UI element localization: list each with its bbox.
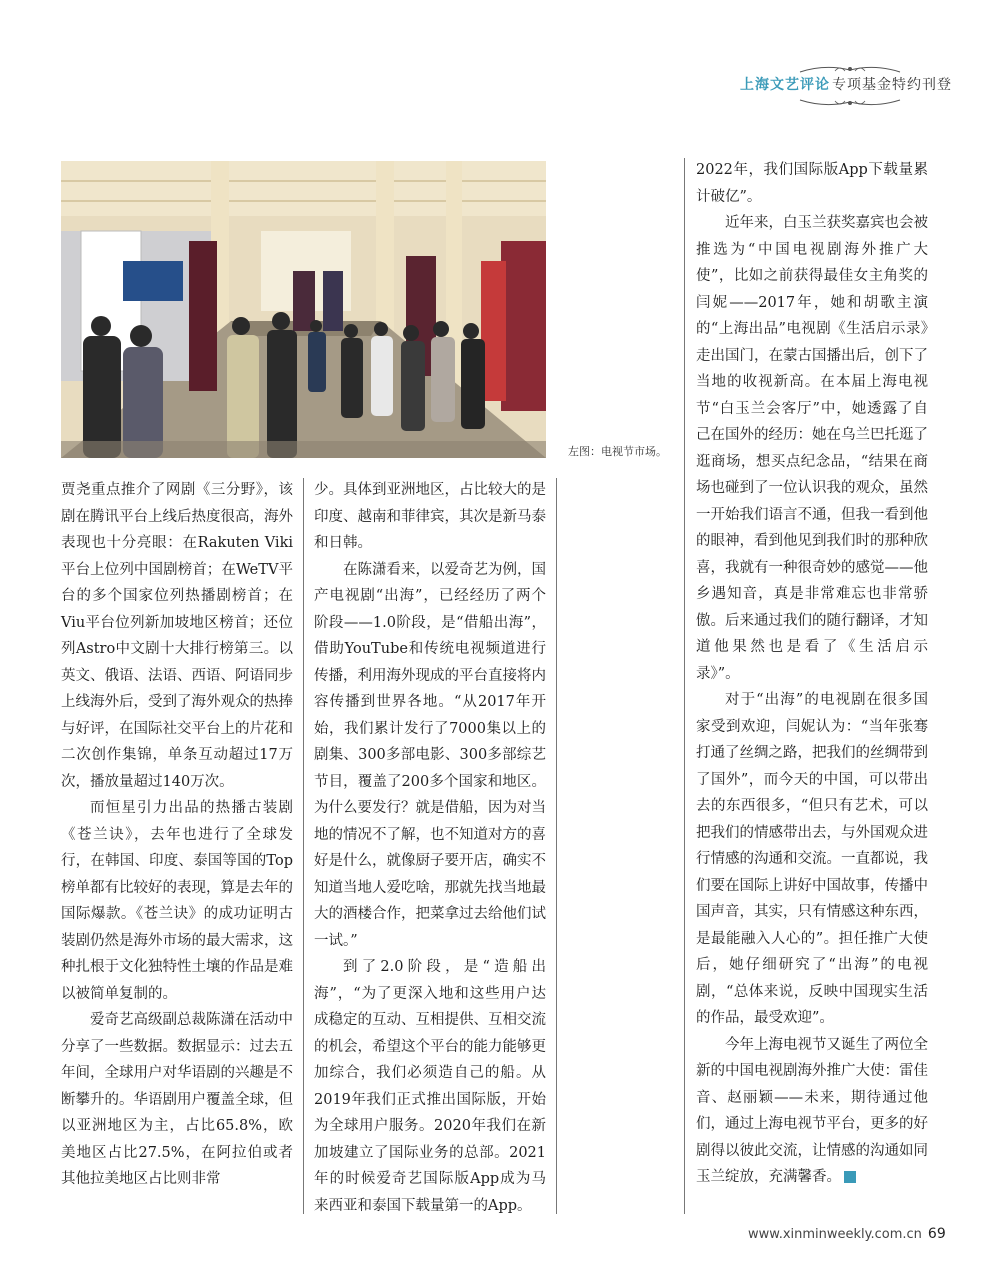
photo-illustration [61, 161, 546, 458]
paragraph: 而恒星引力出品的热播古装剧《苍兰诀》，去年也进行了全球发行，在韩国、印度、泰国等国的Top榜单都有比较好的表现，算是去年的国际爆款。《苍兰诀》的成功证明古装剧仍然是海外市场的最大需求，这种扎根于文化独特性土壤的作品是难以被简单复制的。 [61, 800, 293, 1002]
header-line [740, 76, 952, 94]
paragraph: 在陈潇看来，以爱奇艺为例，国产电视剧“出海”，已经经历了两个阶段——1.0阶段，是“借船出海”，借助YouTube和传统电视频道进行传播，利用海外现成的平台直接将内容传播到世界各地。“从2017年开始，我们累计发行了7000集以上的剧集、300多部电影、300多部综艺节目，覆盖了200多个国家和地区。为什么要发行？就是借船，因为对当地的情况不了解，也不知道对方的喜好是什么，就像厨子要开店，确实不知道当地人爱吃啥，那就先找当地最大的酒楼合作，把菜拿过去给他们试一试。” [314, 561, 546, 949]
ornament-bottom-icon [795, 96, 905, 110]
paragraph: 爱奇艺高级副总裁陈潇在活动中分享了一些数据。数据显示：过去五年间，全球用户对华语剧的兴趣是不断攀升的。华语剧用户覆盖全球，但以亚洲地区为主，占比65.8%，欧美地区占比27.5%，在阿拉伯或者其他拉美地区占比则非常 [61, 1012, 293, 1187]
paragraph: 贾尧重点推介了网剧《三分野》，该剧在腾讯平台上线后热度很高，海外表现也十分亮眼：在Rakuten Viki平台上位列中国剧榜首；在WeTV平台的多个国家位列热播剧榜首；在Viu平台位列新加坡地区榜首；还位列Astro中文剧十大排行榜第三。以英文、俄语、法语、西语、阿语同步上线海外后，受到了海外观众的热捧与好评，在国际社交平台上的片花和二次创作集锦，单条互动超过17万次，播放量超过140万次。 [61, 482, 293, 790]
paragraph-final [696, 1032, 928, 1191]
paragraph: 少。具体到亚洲地区，占比较大的是印度、越南和菲律宾，其次是新马泰和日韩。 [314, 482, 546, 551]
photo-caption: 左图：电视节市场。 [568, 445, 667, 458]
article-column-2 [314, 477, 546, 1219]
page-number: 69 [927, 1226, 946, 1242]
paragraph: 2022年，我们国际版App下载量累计破亿”。 [696, 162, 928, 205]
footer-url: www.xinminweekly.com.cn [748, 1227, 922, 1242]
column-divider [684, 158, 685, 1214]
page-footer [748, 1226, 946, 1242]
paragraph-text: 今年上海电视节又诞生了两位全新的中国电视剧海外推广大使：雷佳音、赵丽颖——未来，期待通过他们，通过上海电视节平台，更多的好剧得以彼此交流，让情感的沟通如同玉兰绽放，充满馨香。 [696, 1036, 928, 1185]
tv-festival-market-photo [61, 161, 546, 458]
article-column-1 [61, 477, 293, 1193]
ornament-top-icon [795, 62, 905, 76]
end-mark-icon: 民 [844, 1171, 856, 1183]
paragraph: 到了2.0阶段，是“造船出海”，“为了更深入地和这些用户达成稳定的互动、互相提供、互相交流的机会，希望这个平台的能力能够更加综合，我们必须造自己的船。从2019年我们正式推出国际版，开始为全球用户服务。2020年我们在新加坡建立了国际业务的总部。2021年的时候爱奇艺国际版App成为马来西亚和泰国下载量第一的App。 [314, 959, 546, 1214]
article-column-3 [696, 157, 928, 1191]
paragraph: 近年来，白玉兰获奖嘉宾也会被推选为“中国电视剧海外推广大使”，比如之前获得最佳女主角奖的闫妮——2017年，她和胡歌主演的“上海出品”电视剧《生活启示录》走出国门，在蒙古国播出后，创下了当地的收视新高。在本届上海电视节“白玉兰会客厅”中，她透露了自己在国外的经历：她在乌兰巴托逛了逛商场，想买点纪念品，“结果在商场也碰到了一位认识我的观众，虽然一开始我们语言不通，但我一看到他的眼神，看到他见到我们时的那种欣喜，我就有一种很奇妙的感觉——他乡遇知音，真是非常难忘也非常骄傲。后来通过我们的随行翻译，才知道他果然也是看了《生活启示录》”。 [696, 215, 928, 682]
header-subtitle: 专项基金特约刊登 [832, 77, 952, 93]
column-divider [556, 478, 557, 1214]
paragraph: 对于“出海”的电视剧在很多国家受到欢迎，闫妮认为：“当年张骞打通了丝绸之路，把我们的丝绸带到了国外”，而今天的中国，可以带出去的东西很多，“但只有艺术，可以把我们的情感带出去，与外国观众进行情感的沟通和交流。一直都说，我们要在国际上讲好中国故事，传播中国声音，其实，只有情感这种东西，是最能融入人心的”。担任推广大使后，她仔细研究了“出海”的电视剧，“总体来说，反映中国现实生活的作品，最受欢迎”。 [696, 692, 928, 1026]
header-brand: 上海文艺评论 [740, 77, 830, 93]
column-divider [303, 478, 304, 1214]
magazine-header [740, 62, 952, 108]
